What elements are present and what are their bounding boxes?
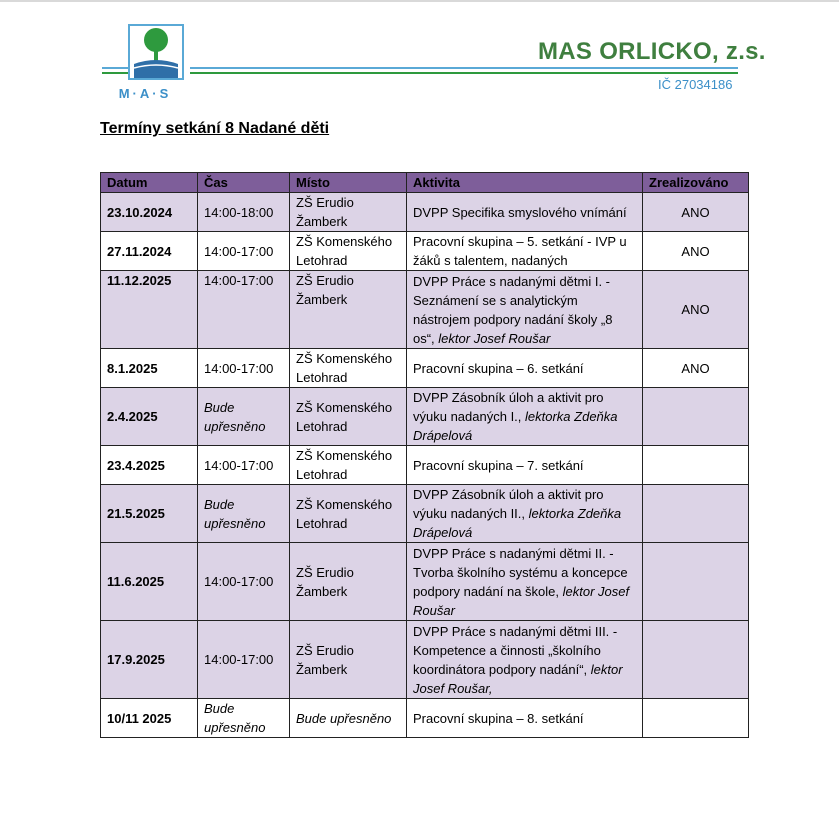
cell-done: ANO — [643, 271, 749, 349]
cell-time: Bude upřesněno — [198, 699, 290, 738]
cell-done: ANO — [643, 232, 749, 271]
col-header-place: Místo — [290, 173, 407, 193]
activity-text: DVPP Zásobník úloh a aktivit pro výuku nadaných I., — [413, 390, 604, 424]
cell-date: 23.4.2025 — [101, 446, 198, 485]
table-header-row — [101, 173, 749, 193]
header-line-left-green — [102, 72, 128, 74]
col-header-time: Čas — [198, 173, 290, 193]
cell-activity: DVPP Specifika smyslového vnímání — [407, 193, 643, 232]
activity-lector: lektorka Zdeňka Drápelová — [413, 409, 618, 443]
cell-date: 11.12.2025 — [101, 271, 198, 349]
header-line-left-blue — [102, 67, 128, 69]
cell-date: 17.9.2025 — [101, 621, 198, 699]
cell-place: ZŠ Komenského Letohrad — [290, 232, 407, 271]
cell-time: Bude upřesněno — [198, 485, 290, 543]
cell-place: ZŠ Komenského Letohrad — [290, 388, 407, 446]
tree-icon — [130, 26, 182, 78]
cell-time: Bude upřesněno — [198, 388, 290, 446]
cell-activity: Pracovní skupina – 6. setkání — [407, 349, 643, 388]
table-row — [101, 699, 749, 738]
cell-place: ZŠ Komenského Letohrad — [290, 349, 407, 388]
cell-done — [643, 621, 749, 699]
table-row — [101, 446, 749, 485]
table-row — [101, 271, 749, 349]
activity-lector: lektor Josef Roušar, — [413, 661, 623, 696]
cell-place: ZŠ Erudio Žamberk — [290, 271, 407, 349]
org-name: MAS ORLICKO, z.s. — [538, 38, 766, 65]
cell-done: ANO — [643, 349, 749, 388]
col-header-activity: Aktivita — [407, 173, 643, 193]
cell-done — [643, 446, 749, 485]
table-row — [101, 388, 749, 446]
cell-activity — [407, 485, 643, 543]
cell-date: 27.11.2024 — [101, 232, 198, 271]
activity-text: DVPP Zásobník úloh a aktivit pro výuku nadaných II., — [413, 487, 604, 521]
activity-text: DVPP Práce s nadanými dětmi I. - Seznámení se s analytickým nástrojem podpory nadání školy „8 os“, — [413, 273, 613, 346]
cell-activity: Pracovní skupina – 8. setkání — [407, 699, 643, 738]
col-header-date: Datum — [101, 173, 198, 193]
cell-done: ANO — [643, 193, 749, 232]
cell-date: 2.4.2025 — [101, 388, 198, 446]
mas-logo — [102, 24, 188, 104]
cell-time: 14:00-17:00 — [198, 446, 290, 485]
table-row — [101, 349, 749, 388]
cell-activity: Pracovní skupina – 5. setkání - IVP u žáků s talentem, nadaných — [407, 232, 643, 271]
logo-text: M·A·S — [118, 86, 172, 101]
cell-date: 10/11 2025 — [101, 699, 198, 738]
table-row — [101, 621, 749, 699]
cell-time: 14:00-17:00 — [198, 621, 290, 699]
table-row — [101, 485, 749, 543]
activity-lector: lektor Josef Roušar — [413, 583, 630, 618]
cell-place: ZŠ Erudio Žamberk — [290, 543, 407, 621]
col-header-done: Zrealizováno — [643, 173, 749, 193]
page-top-border — [0, 0, 839, 2]
cell-date: 8.1.2025 — [101, 349, 198, 388]
schedule-table — [100, 172, 749, 738]
cell-time: 14:00-17:00 — [198, 232, 290, 271]
cell-date: 21.5.2025 — [101, 485, 198, 543]
table-row — [101, 232, 749, 271]
cell-activity — [407, 271, 643, 349]
activity-lector: lektorka Zdeňka Drápelová — [413, 506, 622, 540]
activity-lector: lektor Josef Roušar — [438, 330, 551, 346]
cell-activity — [407, 543, 643, 621]
cell-activity — [407, 621, 643, 699]
header-line-green — [190, 72, 738, 74]
logo-frame — [128, 24, 184, 80]
cell-place: ZŠ Komenského Letohrad — [290, 485, 407, 543]
cell-time: 14:00-17:00 — [198, 271, 290, 349]
cell-place: ZŠ Erudio Žamberk — [290, 621, 407, 699]
cell-done — [643, 543, 749, 621]
cell-activity: Pracovní skupina – 7. setkání — [407, 446, 643, 485]
table-row — [101, 543, 749, 621]
cell-place: ZŠ Erudio Žamberk — [290, 193, 407, 232]
table-row — [101, 193, 749, 232]
cell-time: 14:00-17:00 — [198, 543, 290, 621]
header-line-blue — [190, 67, 738, 69]
cell-done — [643, 699, 749, 738]
activity-text: DVPP Práce s nadanými dětmi III. - Kompetence a činnosti „školního koordinátora podpory nadání“, — [413, 623, 618, 677]
cell-activity — [407, 388, 643, 446]
cell-date: 11.6.2025 — [101, 543, 198, 621]
activity-text: DVPP Práce s nadanými dětmi II. - Tvorba školního systému a koncepce podpory nadání na škole, — [413, 545, 628, 599]
page-title: Termíny setkání 8 Nadané děti — [100, 120, 330, 137]
cell-time: 14:00-18:00 — [198, 193, 290, 232]
cell-time: 14:00-17:00 — [198, 349, 290, 388]
cell-place: ZŠ Komenského Letohrad — [290, 446, 407, 485]
org-id: IČ 27034186 — [658, 77, 733, 92]
cell-date: 23.10.2024 — [101, 193, 198, 232]
cell-done — [643, 485, 749, 543]
cell-place: Bude upřesněno — [290, 699, 407, 738]
cell-done — [643, 388, 749, 446]
